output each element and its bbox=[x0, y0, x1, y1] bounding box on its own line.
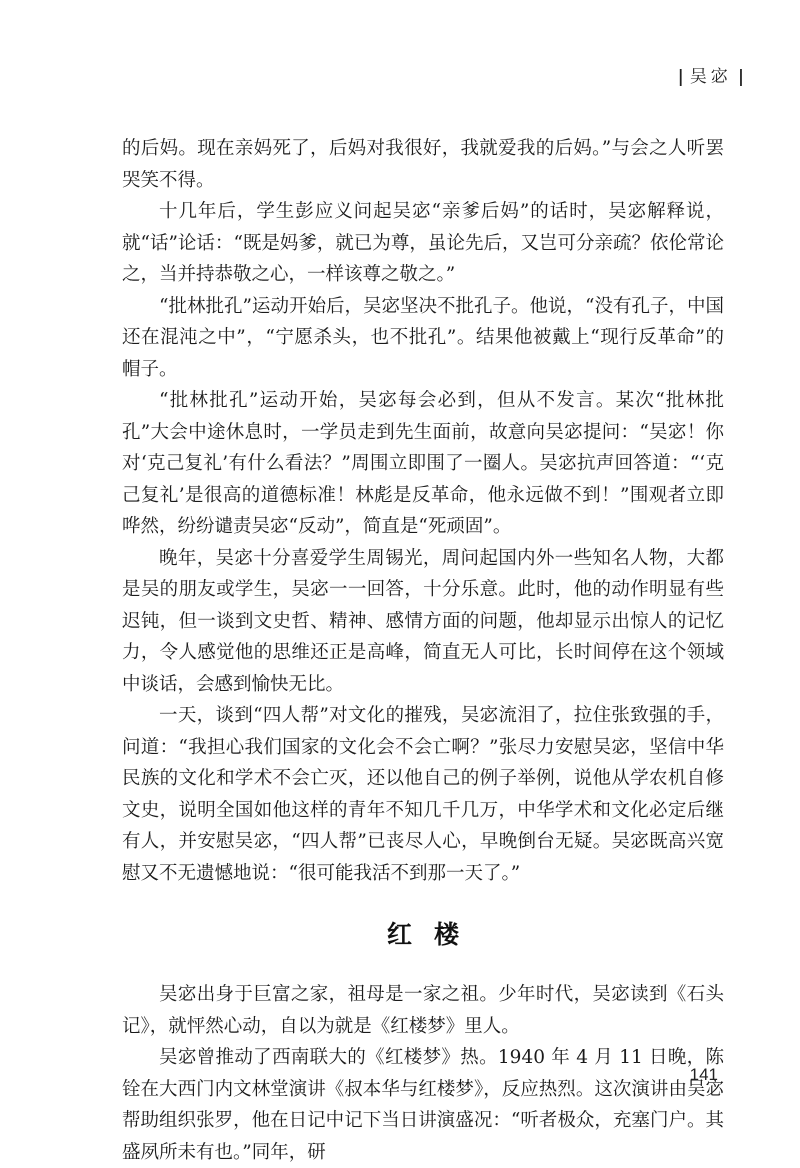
paragraph-continued: 的后妈。现在亲妈死了，后妈对我很好，我就爱我的后妈。”与会之人听罢哭笑不得。 bbox=[122, 138, 724, 191]
paragraph: 吴宓出身于巨富之家，祖母是一家之祖。少年时代，吴宓读到《石头记》，就怦然心动，自以为就是《红楼梦》里人。 bbox=[122, 984, 724, 1037]
paragraph: 吴宓曾推动了西南联大的《红楼梦》热。1940 年 4 月 11 日晚，陈铨在大西门内文林堂演讲《叔本华与红楼梦》，反应热烈。这次演讲由吴宓帮助组织张罗，他在日记中记下当日讲演盛况：“听者极众，充塞门户。其盛夙所未有也。”同年，研 bbox=[122, 1047, 724, 1163]
section-title: 红楼 bbox=[386, 920, 481, 949]
paragraph: 十几年后，学生彭应义问起吴宓“亲爹后妈”的话时，吴宓解释说，就“话”论话：“既是妈爹，就已为尊，虽论先后，又岂可分亲疏？依伦常论之，当并持恭敬之心，一样该尊之敬之。” bbox=[122, 201, 724, 285]
running-head-left-bar: | bbox=[677, 67, 684, 87]
page-number: 141 bbox=[689, 1065, 718, 1084]
paragraph: “批林批孔”运动开始，吴宓每会必到，但从不发言。某次“批林批孔”大会中途休息时，一学员走到先生面前，故意向吴宓提问：“吴宓！你对‘克己复礼’有什么看法？”周围立即围了一圈人。吴宓抗声回答道：“‘克己复礼’是很高的道德标准！林彪是反革命，他永远做不到！”围观者立即哗然，纷纷谴责吴宓“反动”，简直是“死顽固”。 bbox=[122, 390, 724, 537]
running-head-right-bar: | bbox=[737, 67, 744, 87]
paragraph: 晚年，吴宓十分喜爱学生周锡光，周问起国内外一些知名人物，大都是吴的朋友或学生，吴宓一一回答，十分乐意。此时，他的动作明显有些迟钝，但一谈到文史哲、精神、感情方面的问题，他却显示出惊人的记忆力，令人感觉他的思维还正是高峰，简直无人可比，长时间停在这个领域中谈话，会感到愉快无比。 bbox=[122, 547, 724, 695]
running-head bbox=[672, 62, 750, 87]
paragraph: “批林批孔”运动开始后，吴宓坚决不批孔子。他说，“没有孔子，中国还在混沌之中”，“宁愿杀头，也不批孔”。结果他被戴上“现行反革命”的帽子。 bbox=[122, 295, 724, 380]
running-head-title: 吴宓 bbox=[689, 67, 732, 87]
page-body bbox=[122, 133, 724, 1168]
paragraph: 一天，谈到“四人帮”对文化的摧残，吴宓流泪了，拉住张致强的手，问道：“我担心我们国家的文化会不会亡啊？”张尽力安慰吴宓，坚信中华民族的文化和学术不会亡灭，还以他自己的例子举例，说他从学农机自修文史，说明全国如他这样的青年不知几千几万，中华学术和文化必定后继有人，并安慰吴宓，“四人帮”已丧尽人心，早晚倒台无疑。吴宓既高兴宽慰又不无遗憾地说：“很可能我活不到那一天了。” bbox=[122, 705, 724, 884]
